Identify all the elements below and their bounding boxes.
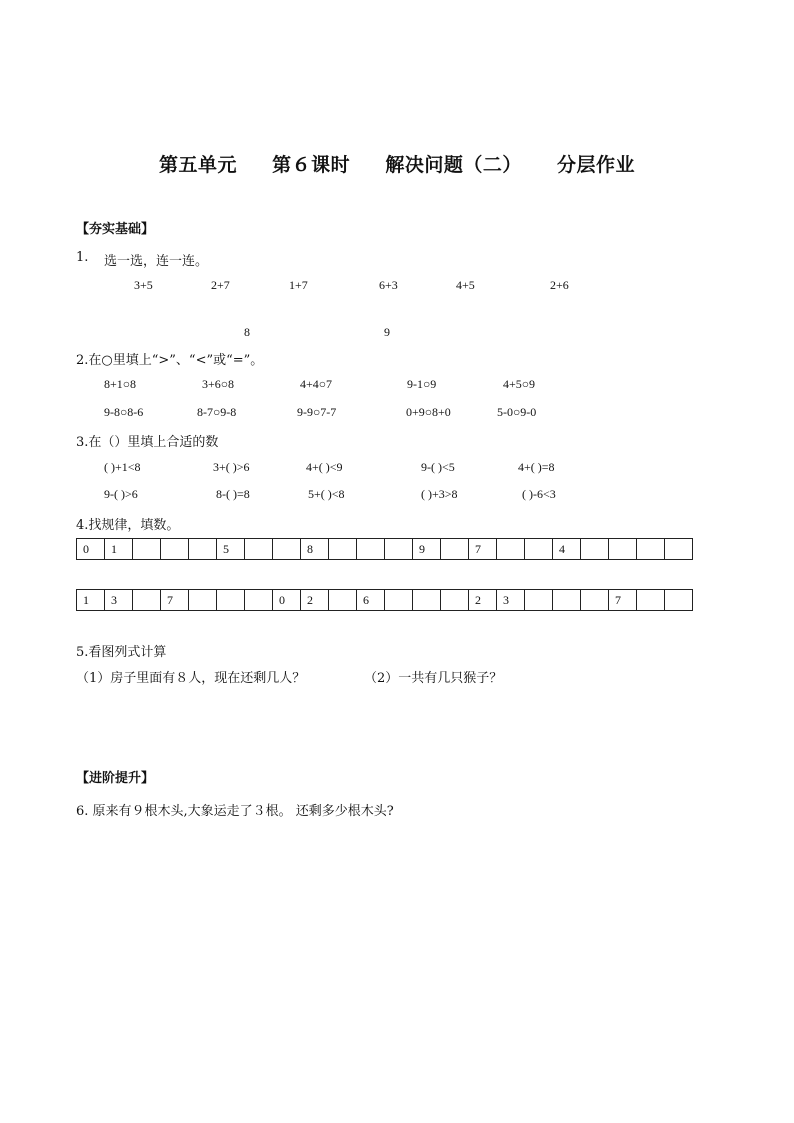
q2-r1-2[interactable]: 3+6○8 [202, 377, 235, 391]
seq1-cell: 8 [301, 539, 329, 560]
seq2-cell: 3 [105, 590, 133, 611]
seq2-cell[interactable] [637, 590, 665, 611]
seq1-cell[interactable] [245, 539, 273, 560]
q2-r2-2[interactable]: 8-7○9-8 [197, 405, 237, 419]
q5-sub2: （2）一共有几只猴子？ [364, 671, 503, 686]
seq2-cell: 2 [469, 590, 497, 611]
page-title [0, 150, 794, 177]
q1-answer-9[interactable]: 9 [384, 325, 390, 339]
seq1-cell[interactable] [637, 539, 665, 560]
q2-r2-4[interactable]: 0+9○8+0 [406, 405, 451, 419]
seq2-cell: 7 [161, 590, 189, 611]
seq1-cell[interactable] [357, 539, 385, 560]
q2-text: 2.在○里填上“>”、“<”或“=”。 [76, 353, 264, 368]
q1-expr-4[interactable]: 6+3 [379, 278, 398, 292]
seq1-cell: 0 [77, 539, 105, 560]
q1-expr-6[interactable]: 2+6 [550, 278, 569, 292]
seq2-cell[interactable] [525, 590, 553, 611]
q2-r2-1[interactable]: 9-8○8-6 [104, 405, 144, 419]
q2-r2-5[interactable]: 5-0○9-0 [497, 405, 537, 419]
seq2-cell: 3 [497, 590, 525, 611]
q3-r1-3[interactable]: 4+( )<9 [306, 460, 343, 474]
seq2-cell[interactable] [553, 590, 581, 611]
q3-text: 3.在（）里填上合适的数 [76, 435, 219, 450]
q6-text: 6. 原来有９根木头,大象运走了３根。 还剩多少根木头? [76, 804, 394, 819]
seq1-cell[interactable] [385, 539, 413, 560]
seq1-cell[interactable] [133, 539, 161, 560]
title-topic: 解决问题（二） [385, 154, 522, 176]
seq1-cell: 1 [105, 539, 133, 560]
seq1-cell[interactable] [189, 539, 217, 560]
q1-expr-2[interactable]: 2+7 [211, 278, 230, 292]
q1-expr-1[interactable]: 3+5 [134, 278, 153, 292]
q3-r2-3[interactable]: 5+( )<8 [308, 487, 345, 501]
seq1-cell[interactable] [161, 539, 189, 560]
seq1-cell[interactable] [497, 539, 525, 560]
section-advanced-heading: 【进阶提升】 [76, 771, 155, 786]
q3-r1-2[interactable]: 3+( )>6 [213, 460, 250, 474]
section-basic-heading: 【夯实基础】 [76, 222, 155, 237]
q2-r1-4[interactable]: 9-1○9 [407, 377, 437, 391]
seq1-cell: 9 [413, 539, 441, 560]
seq1-cell[interactable] [665, 539, 693, 560]
q4-text: 4.找规律，填数。 [76, 518, 180, 533]
seq2-cell: 6 [357, 590, 385, 611]
seq2-cell[interactable] [413, 590, 441, 611]
seq1-cell[interactable] [273, 539, 301, 560]
q2-r1-1[interactable]: 8+1○8 [104, 377, 137, 391]
q1-text: 选一选，连一连。 [104, 254, 209, 269]
sequence-table-2 [76, 589, 693, 611]
seq2-cell[interactable] [329, 590, 357, 611]
seq1-cell[interactable] [329, 539, 357, 560]
seq1-cell: 4 [553, 539, 581, 560]
q5-text: 5.看图列式计算 [76, 645, 167, 660]
seq2-cell: 0 [273, 590, 301, 611]
seq2-cell: 1 [77, 590, 105, 611]
seq1-cell: 5 [217, 539, 245, 560]
seq2-cell: 7 [609, 590, 637, 611]
q2-r1-3[interactable]: 4+4○7 [300, 377, 333, 391]
seq1-cell[interactable] [525, 539, 553, 560]
seq2-cell[interactable] [189, 590, 217, 611]
seq2-cell: 2 [301, 590, 329, 611]
q3-r1-5[interactable]: 4+( )=8 [518, 460, 555, 474]
q3-r1-1[interactable]: ( )+1<8 [104, 460, 141, 474]
q3-r2-2[interactable]: 8-( )=8 [216, 487, 250, 501]
q3-r1-4[interactable]: 9-( )<5 [421, 460, 455, 474]
seq2-cell[interactable] [665, 590, 693, 611]
seq1-cell[interactable] [581, 539, 609, 560]
seq2-cell[interactable] [441, 590, 469, 611]
title-unit: 第五单元 [159, 154, 238, 176]
q3-r2-4[interactable]: ( )+3>8 [421, 487, 458, 501]
title-type: 分层作业 [556, 154, 635, 176]
q2-r2-3[interactable]: 9-9○7-7 [297, 405, 337, 419]
sequence-table-1 [76, 538, 693, 560]
seq2-cell[interactable] [245, 590, 273, 611]
q3-r2-5[interactable]: ( )-6<3 [522, 487, 556, 501]
q2-r1-5[interactable]: 4+5○9 [503, 377, 536, 391]
seq2-cell[interactable] [217, 590, 245, 611]
q1-expr-3[interactable]: 1+7 [289, 278, 308, 292]
seq1-cell[interactable] [441, 539, 469, 560]
seq2-cell[interactable] [133, 590, 161, 611]
q1-expr-5[interactable]: 4+5 [456, 278, 475, 292]
seq2-cell[interactable] [581, 590, 609, 611]
title-lesson: 第６课时 [272, 154, 351, 176]
seq1-cell[interactable] [609, 539, 637, 560]
seq2-cell[interactable] [385, 590, 413, 611]
q3-r2-1[interactable]: 9-( )>6 [104, 487, 138, 501]
seq1-cell: 7 [469, 539, 497, 560]
q1-label: 1. [76, 250, 89, 265]
q5-sub1: （1）房子里面有８人，现在还剩几人？ [76, 671, 306, 686]
q1-answer-8[interactable]: 8 [244, 325, 250, 339]
